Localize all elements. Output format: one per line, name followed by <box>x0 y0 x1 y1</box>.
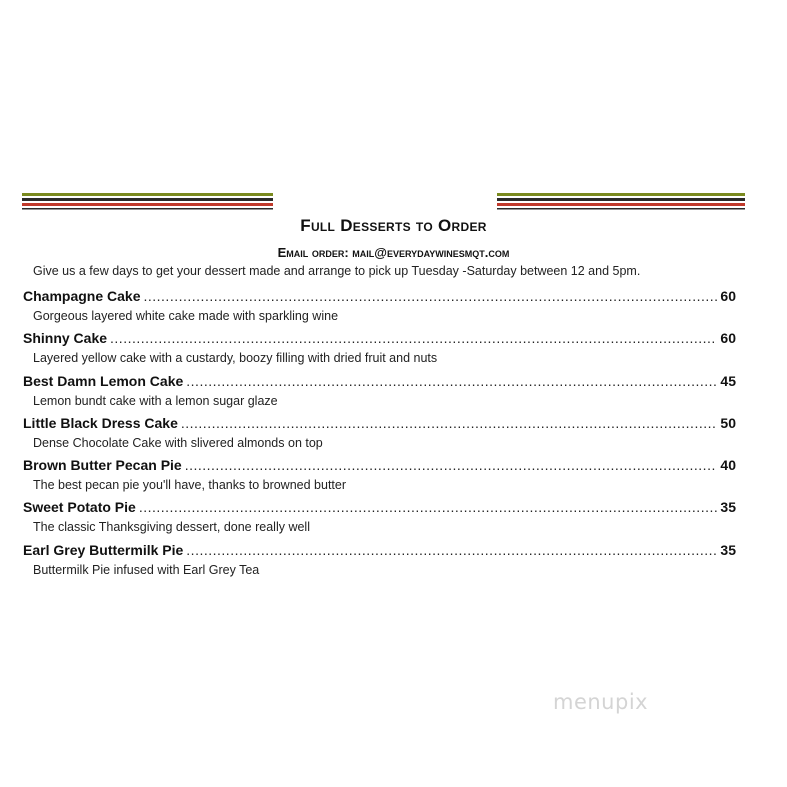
decorative-stripes-right <box>497 193 745 213</box>
dessert-menu-list <box>23 286 736 582</box>
item-price: 60 <box>720 330 736 347</box>
item-price: 35 <box>720 541 736 558</box>
watermark-logo: menupix <box>553 690 649 714</box>
menu-item <box>23 540 736 582</box>
menu-item <box>23 413 736 455</box>
item-price: 35 <box>720 499 736 516</box>
item-description: The best pecan pie you'll have, thanks to browned butter <box>33 478 347 493</box>
dot-leader <box>186 371 717 392</box>
item-description: Layered yellow cake with a custardy, boozy filling with dried fruit and nuts <box>33 351 438 366</box>
item-price: 60 <box>720 288 736 304</box>
dot-leader <box>181 413 718 434</box>
item-name: Earl Grey Buttermilk Pie <box>23 541 184 558</box>
dot-leader <box>186 540 717 561</box>
item-price: 50 <box>720 414 736 431</box>
item-name: Little Black Dress Cake <box>23 414 178 431</box>
decorative-stripes-left <box>22 193 273 213</box>
item-name: Brown Butter Pecan Pie <box>23 457 182 474</box>
intro-text: Give us a few days to get your dessert made and arrange to pick up Tuesday -Saturday between 12 and 5pm. <box>33 264 641 278</box>
item-name: Champagne Cake <box>23 288 141 304</box>
menu-item <box>23 371 736 413</box>
email-order-line[interactable]: Email order: mail@everydaywinesmqt.com <box>277 245 510 260</box>
item-name: Shinny Cake <box>23 330 108 347</box>
item-price: 45 <box>720 372 736 389</box>
dot-leader <box>143 286 717 307</box>
dot-leader <box>110 328 717 349</box>
menu-item <box>23 497 736 539</box>
item-description: Gorgeous layered white cake made with sparkling wine <box>33 309 339 323</box>
item-description: Dense Chocolate Cake with slivered almonds on top <box>33 435 323 450</box>
dot-leader <box>185 455 718 476</box>
item-description: The classic Thanksgiving dessert, done really well <box>33 520 310 535</box>
menu-title: Full Desserts to Order <box>300 216 487 235</box>
menu-item <box>23 328 736 370</box>
item-name: Best Damn Lemon Cake <box>23 372 184 389</box>
menu-item <box>23 286 736 328</box>
item-price: 40 <box>720 457 736 474</box>
dot-leader <box>139 497 718 518</box>
item-name: Sweet Potato Pie <box>23 499 136 516</box>
item-description: Buttermilk Pie infused with Earl Grey Tea <box>33 562 260 577</box>
menu-item <box>23 455 736 497</box>
item-description: Lemon bundt cake with a lemon sugar glaze <box>33 393 278 408</box>
